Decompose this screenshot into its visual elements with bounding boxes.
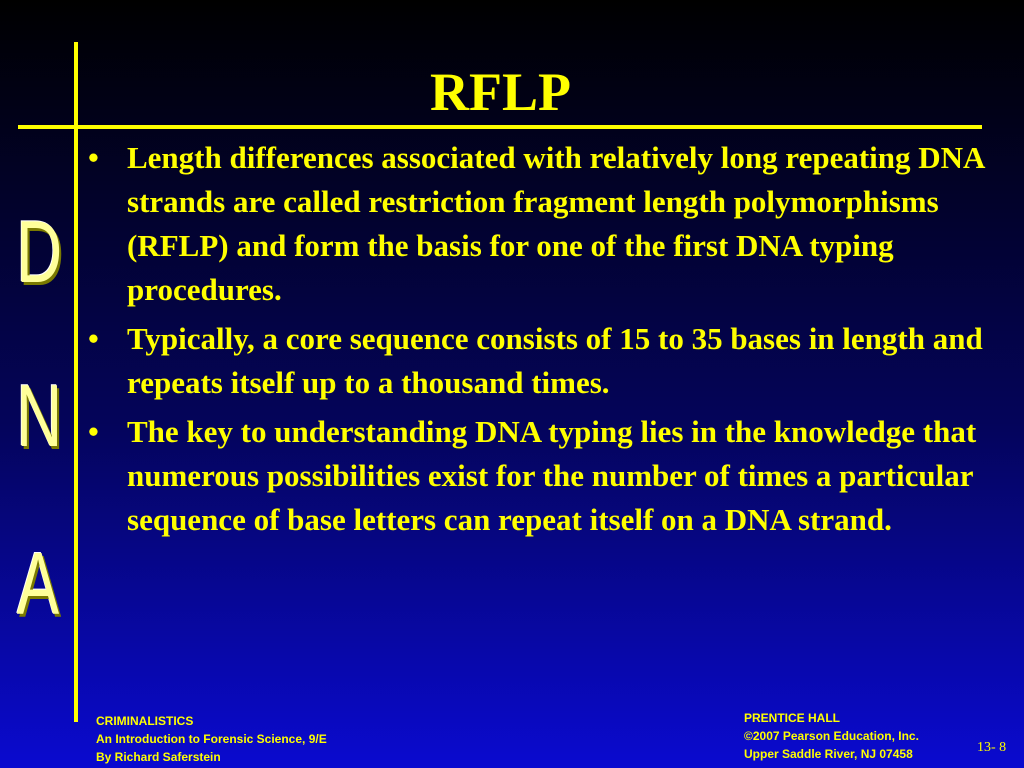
page-number: 13- 8 — [977, 740, 1007, 755]
bullet-marker: • — [88, 140, 99, 175]
bullet-marker: • — [88, 414, 99, 449]
title-underline — [18, 125, 982, 129]
side-letter-d: D — [16, 202, 63, 301]
bullet-item — [88, 136, 1018, 312]
side-letter-n: N — [16, 366, 63, 465]
footer-copyright: ©2007 Pearson Education, Inc. — [744, 729, 919, 743]
vertical-divider-line — [74, 42, 78, 722]
footer-book-series: CRIMINALISTICS — [96, 714, 194, 728]
footer-publisher-info — [744, 709, 919, 763]
bullet-item — [88, 410, 1018, 542]
bullet-text: Typically, a core sequence consists of 15 to 35 bases in length and repeats itself up to a thousand times. — [127, 321, 983, 400]
slide-title: RFLP — [430, 62, 571, 122]
bullet-item — [88, 317, 1018, 405]
bullet-marker: • — [88, 321, 99, 356]
bullet-list — [88, 136, 1018, 547]
footer-book-info — [96, 712, 327, 766]
side-letter-a: A — [16, 534, 60, 633]
bullet-text: Length differences associated with relatively long repeating DNA strands are called restriction fragment length polymorphisms (RFLP) and form the basis for one of the first DNA typing procedures. — [127, 140, 984, 307]
bullet-text: The key to understanding DNA typing lies in the knowledge that numerous possibilities exist for the number of times a particular sequence of base letters can repeat itself on a DNA strand. — [127, 414, 977, 537]
footer-book-title: An Introduction to Forensic Science, 9/E — [96, 732, 327, 746]
footer-publisher-name: PRENTICE HALL — [744, 711, 840, 725]
footer-publisher-address: Upper Saddle River, NJ 07458 — [744, 747, 913, 761]
footer-book-author: By Richard Saferstein — [96, 750, 221, 764]
